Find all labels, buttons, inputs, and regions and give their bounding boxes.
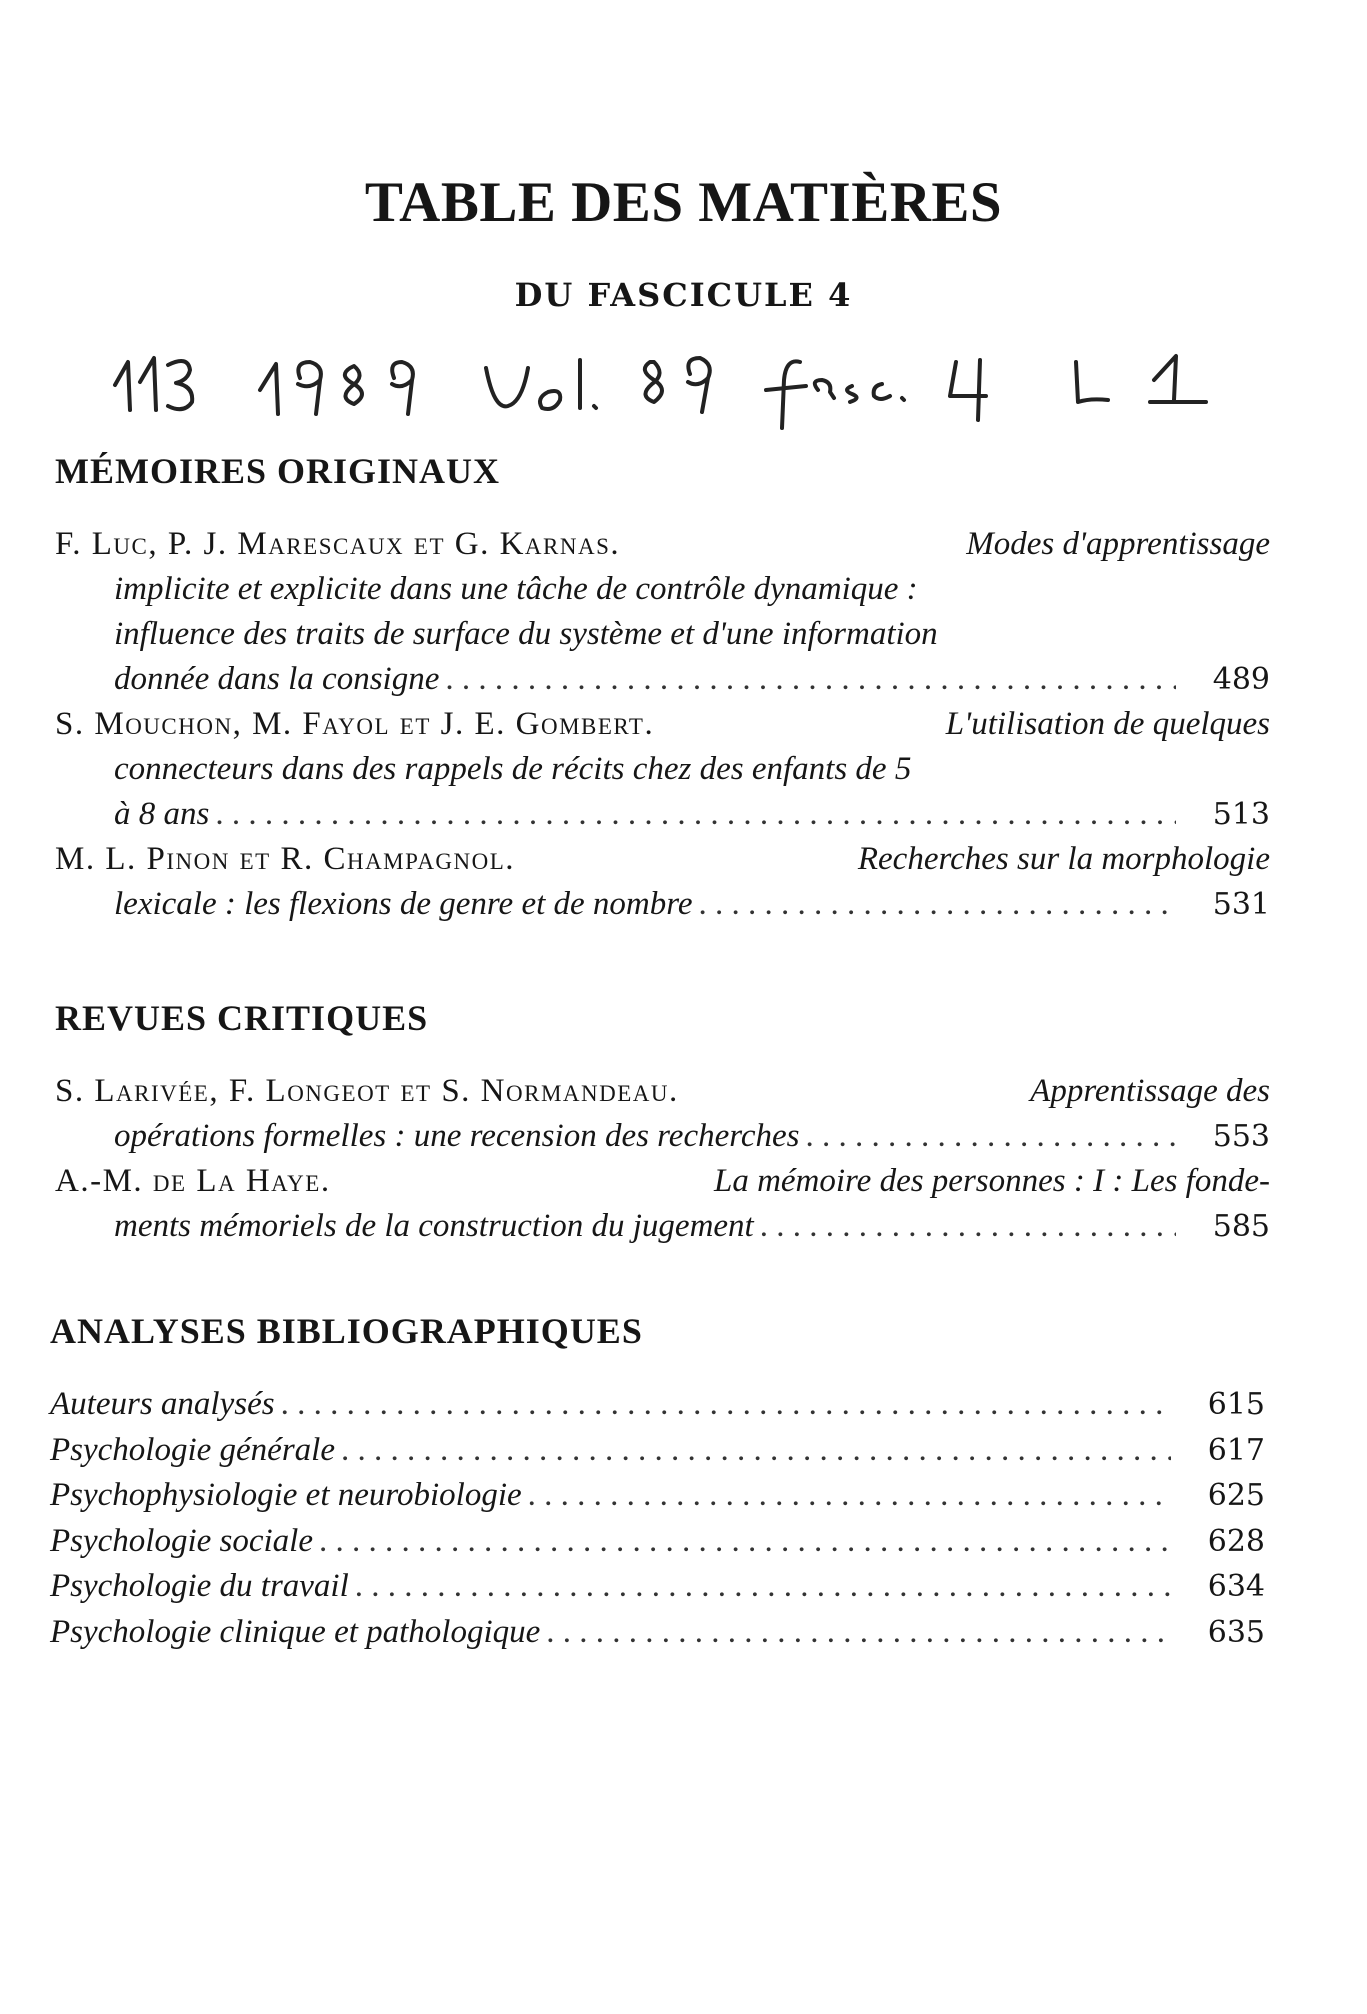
toc-entry [55,837,1270,927]
dot-leader [215,792,1176,837]
biblio-label: Psychophysiologie et neurobiologie [50,1477,522,1513]
entries-memoires [55,522,1270,927]
section-heading: MÉMOIRES ORIGINAUX [55,451,501,491]
biblio-label: Psychologie sociale [50,1522,314,1559]
page-number: 617 [1207,1432,1265,1468]
entry-title-line [55,567,1270,612]
entry-title-line [55,747,1270,792]
biblio-label: Psychologie du travail [50,1568,349,1604]
entry-title-text: implicite et explicite dans une tâche de contrôle dynamique : [114,571,918,607]
entry-title-text: influence des traits de surface du système et d'une information [114,616,938,652]
page-number: 635 [1207,1614,1265,1650]
entry-title-end: donnée dans la consigne [114,661,440,697]
page-title: TABLE DES MATIÈRES [364,171,1003,234]
entry-authors: A.-M. de La Haye. [55,1163,331,1199]
biblio-entry [50,1473,1265,1519]
entry-title-end: opérations formelles : une recension des recherches [114,1118,800,1154]
entry-title-start: L'utilisation de quelques [945,706,1270,742]
entry-title-line [55,612,1270,657]
dot-leader [806,1114,1177,1159]
dot-leader [341,1428,1171,1473]
entry-first-line [55,522,1270,567]
dot-leader [760,1204,1176,1249]
entry-authors: M. L. Pinon et R. Champagnol. [55,841,516,877]
entry-first-line [55,1159,1270,1204]
biblio-entry [50,1564,1265,1610]
entry-title-start: Apprentissage des [1030,1073,1270,1109]
biblio-entry [50,1610,1265,1656]
section-revues-critiques [55,997,1270,1249]
toc-entry [55,1159,1270,1249]
entry-title-start: La mémoire des personnes : I : Les fonde- [713,1163,1270,1199]
entry-last-line [55,1204,1270,1249]
section-heading: REVUES CRITIQUES [55,998,429,1038]
entry-title-end: ments mémoriels de la construction du jugement [114,1208,754,1244]
biblio-entry [50,1519,1265,1565]
section-heading: ANALYSES BIBLIOGRAPHIQUES [50,1311,643,1351]
entry-title-start: Modes d'apprentissage [966,526,1270,562]
entry-title-start: Recherches sur la morphologie [857,841,1270,877]
biblio-entry [50,1428,1265,1474]
entries-revues [55,1069,1270,1249]
entries-analyses [50,1382,1265,1655]
entry-title-end: lexicale : les flexions de genre et de nombre [114,886,693,922]
toc-entry [55,1069,1270,1159]
dot-leader [319,1519,1171,1564]
entry-authors: S. Larivée, F. Longeot et S. Normandeau. [55,1073,679,1109]
page-number: 628 [1207,1523,1265,1559]
page-number: 513 [1212,797,1270,832]
section-analyses-bibliographiques [50,1310,1265,1655]
toc-entry [55,522,1270,702]
dot-leader [546,1610,1171,1655]
entry-last-line [55,1114,1270,1159]
dot-leader [281,1382,1171,1427]
page-number: 615 [1207,1387,1265,1422]
entry-first-line [55,1069,1270,1114]
entry-title-end: à 8 ans [114,796,210,832]
entry-title-text: connecteurs dans des rappels de récits chez des enfants de 5 [114,751,912,787]
page-number: 553 [1212,1119,1270,1154]
page-number: 489 [1212,662,1270,697]
entry-last-line [55,792,1270,837]
section-memoires-originaux [55,450,1270,927]
page-number: 531 [1212,887,1270,922]
entry-last-line [55,882,1270,927]
entry-authors: F. Luc, P. J. Marescaux et G. Karnas. [55,526,621,562]
entry-first-line [55,702,1270,747]
biblio-label: Psychologie clinique et pathologique [50,1613,541,1650]
dot-leader [445,657,1176,702]
biblio-label: Psychologie générale [50,1431,335,1468]
handwritten-annotation [110,340,1340,440]
page-subtitle: DU FASCICULE 4 [514,276,853,314]
biblio-entry [50,1382,1265,1428]
dot-leader [699,882,1177,927]
entry-authors: S. Mouchon, M. Fayol et J. E. Gombert. [55,706,655,742]
dot-leader [528,1473,1171,1518]
page-number: 625 [1207,1478,1265,1513]
dot-leader [355,1564,1171,1609]
entry-first-line [55,837,1270,882]
toc-entry [55,702,1270,837]
biblio-label: Auteurs analysés [50,1386,275,1422]
entry-last-line [55,657,1270,702]
page-number: 634 [1207,1569,1265,1604]
page-number: 585 [1212,1209,1270,1244]
